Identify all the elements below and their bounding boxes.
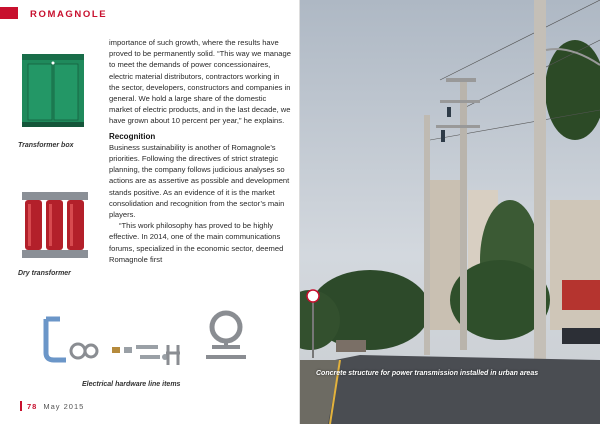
footer — [27, 402, 84, 411]
page-number: 78 — [27, 402, 38, 411]
urban-power-line-photo — [300, 0, 600, 424]
transformer-box-caption: Transformer box — [18, 142, 74, 149]
header-accent-bar — [0, 7, 18, 19]
dry-transformer-image — [20, 190, 90, 262]
hardware-items-image — [36, 305, 266, 373]
paragraph-3: “This work philosophy has proved to be highly effective. In 2014, one of the main communications forums, specialized in the economic sector, deemed Romagnole first — [109, 221, 284, 264]
right-page-photo — [300, 0, 600, 424]
section-heading: Recognition — [109, 131, 156, 141]
hardware-caption: Electrical hardware line items — [82, 381, 181, 388]
issue-date: May 2015 — [43, 402, 85, 411]
article-body — [109, 37, 291, 265]
footer-accent-line — [20, 401, 22, 411]
transformer-box-image — [18, 50, 88, 130]
brand-name: ROMAGNOLE — [30, 9, 108, 20]
paragraph-1: importance of such growth, where the results have proved to be permanently solid. “This way we manage to meet the demands of power concessionaires, electric material distributors, contractors working in the sector, developers, constructors and companies in general. We hold a large share of the domestic market of electric products, and in the last decade, we have grown about 10 percent per year,” he explains. — [109, 38, 291, 126]
photo-caption: Concrete structure for power transmission installed in urban areas — [316, 370, 539, 377]
paragraph-2: Business sustainability is another of Romagnole’s priorities. Following the directives of strict strategic planning, the company follows judicious analyses so actions are as assertive as possible and development stands positive. As an evidence of it is the market consolidation and recognition from the sector’s main players. — [109, 142, 290, 220]
dry-transformer-caption: Dry transformer — [18, 270, 71, 277]
